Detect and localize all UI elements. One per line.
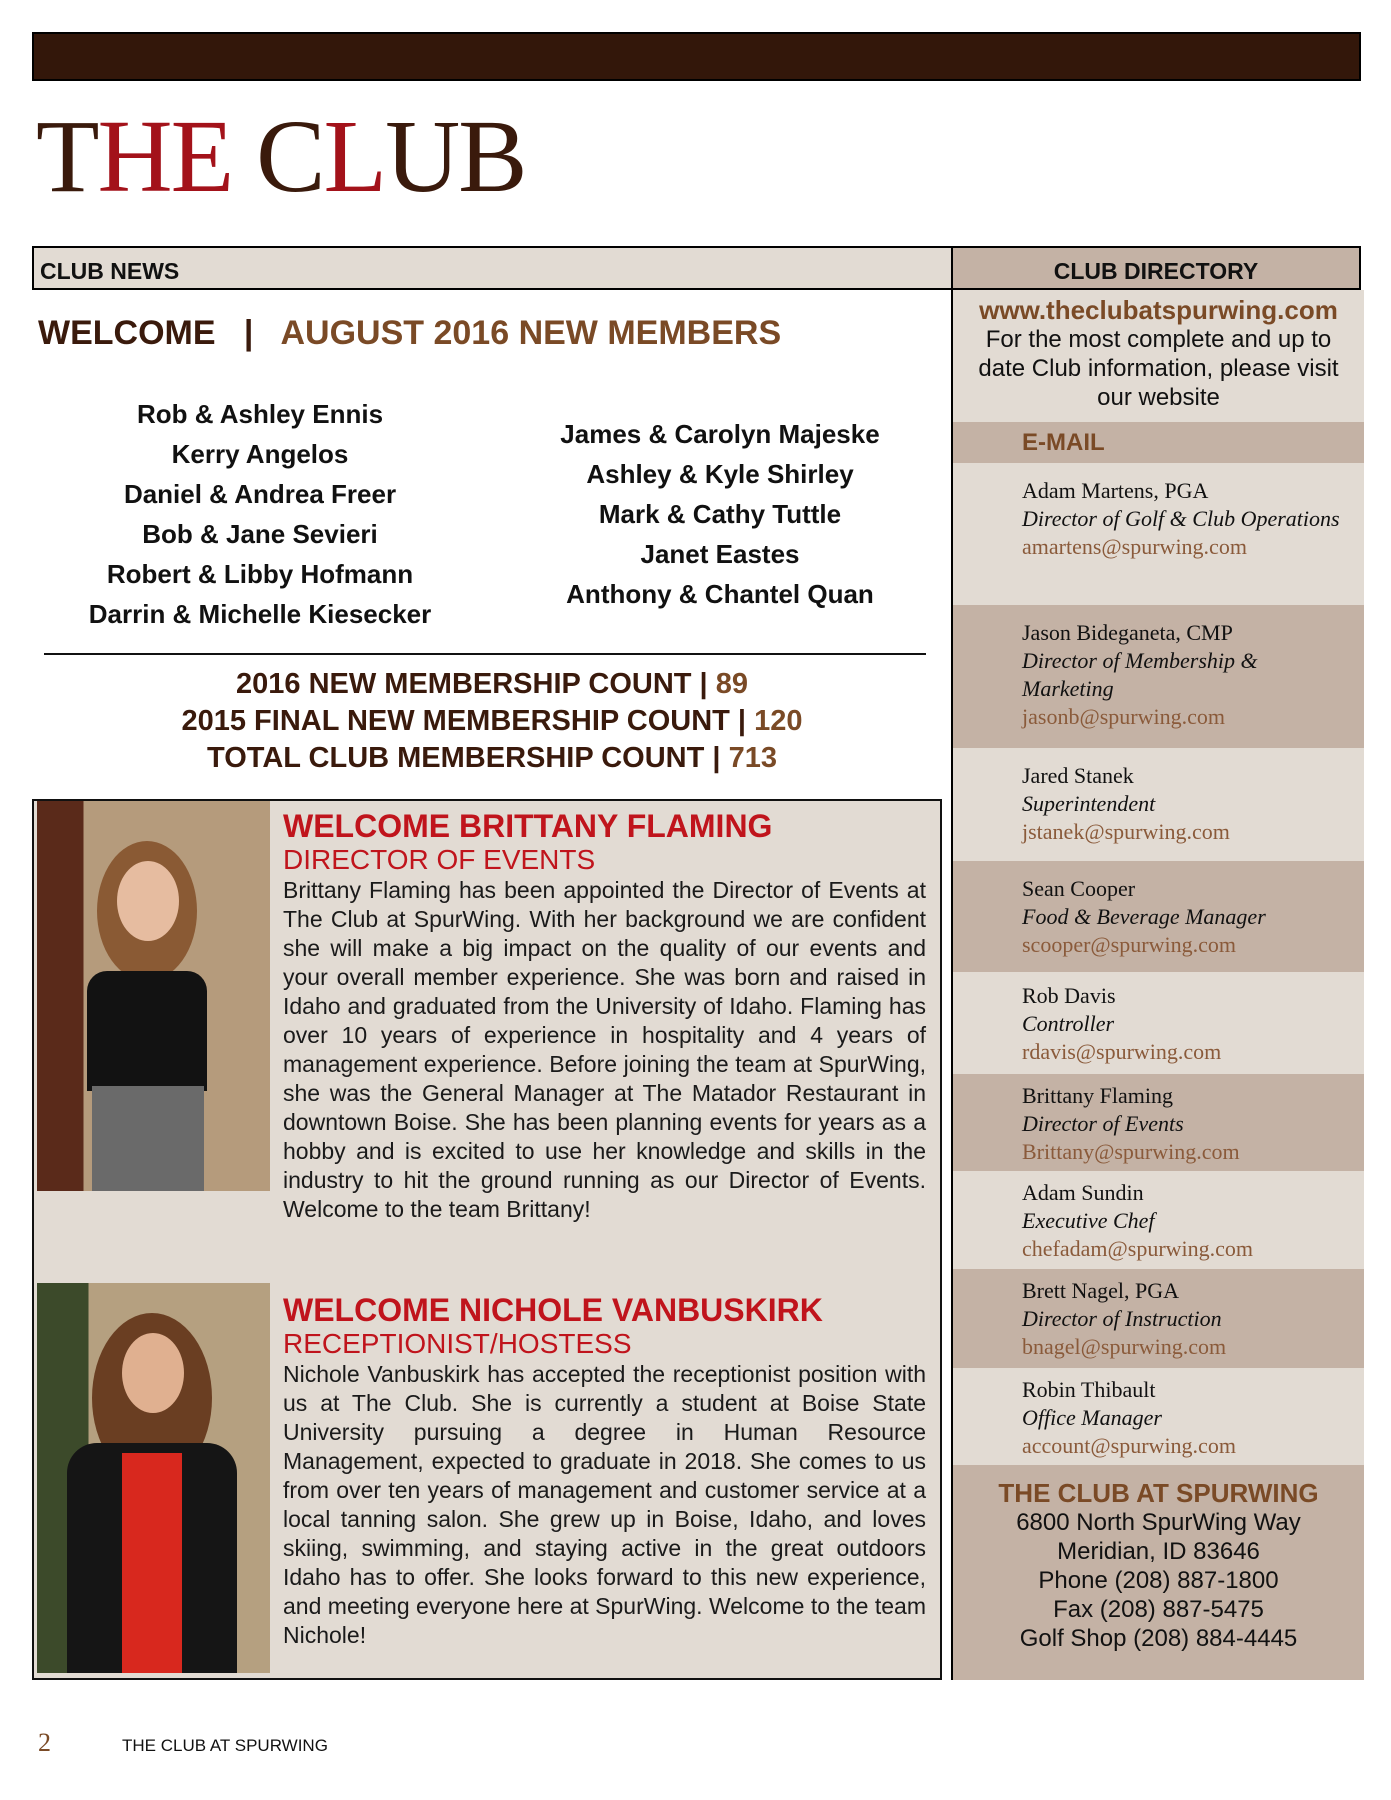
feature-heading: WELCOME BRITTANY FLAMING xyxy=(283,808,773,844)
entry-title: Office Manager xyxy=(1022,1405,1162,1430)
directory-entry xyxy=(953,1074,1364,1171)
list-item: Bob & Jane Sevieri xyxy=(142,519,378,549)
title-text: UB xyxy=(385,99,526,214)
entry-email[interactable]: jasonb@spurwing.com xyxy=(1022,704,1225,729)
count-2015 xyxy=(32,705,952,738)
count-2016 xyxy=(32,668,952,701)
list-item: Darrin & Michelle Kiesecker xyxy=(88,599,432,629)
list-item: Mark & Cathy Tuttle xyxy=(598,499,842,529)
directory-entry xyxy=(953,1368,1364,1465)
website-link[interactable]: www.theclubatspurwing.com xyxy=(979,295,1338,325)
entry-title: Director of Instruction xyxy=(1022,1306,1222,1331)
directory-entry xyxy=(953,463,1364,605)
entry-name: Rob Davis xyxy=(1022,983,1116,1008)
entry-name: Brittany Flaming xyxy=(1022,1083,1173,1108)
address-phone: Phone (208) 887-1800 xyxy=(1038,1567,1279,1594)
separator: | xyxy=(215,314,281,352)
entry-title: Director of Events xyxy=(1022,1111,1184,1136)
entry-email[interactable]: amartens@spurwing.com xyxy=(1022,534,1247,559)
entry-title: Controller xyxy=(1022,1011,1115,1036)
feature-nichole xyxy=(283,1292,926,1650)
welcome-label: WELCOME xyxy=(38,314,216,352)
club-directory-header: CLUB DIRECTORY xyxy=(951,246,1361,290)
page-title xyxy=(36,99,526,214)
directory-entry xyxy=(953,972,1364,1074)
address-city: Meridian, ID 83646 xyxy=(1057,1538,1260,1565)
entry-email[interactable]: rdavis@spurwing.com xyxy=(1022,1039,1222,1064)
address-street: 6800 North SpurWing Way xyxy=(1016,1509,1301,1536)
list-item: Anthony & Chantel Quan xyxy=(566,579,874,609)
entry-title: Superintendent xyxy=(1022,791,1156,816)
page-number: 2 xyxy=(38,1728,51,1757)
entry-name: Adam Sundin xyxy=(1022,1180,1144,1205)
list-item: Robert & Libby Hofmann xyxy=(106,559,414,589)
new-members-heading: AUGUST 2016 NEW MEMBERS xyxy=(280,314,782,352)
list-item: Rob & Ashley Ennis xyxy=(136,399,384,429)
nichole-photo xyxy=(37,1283,270,1673)
count-label: 2016 NEW MEMBERSHIP COUNT | xyxy=(236,668,716,700)
footer-text: THE CLUB AT SPURWING xyxy=(122,1736,328,1755)
entry-title: Director of Membership & Marketing xyxy=(1022,648,1258,701)
feature-body: Nichole Vanbuskirk has accepted the receptionist position with us at The Club. She is currently a student at Boise State University pursuing a degree in Human Resource Management, expected to graduate in 2018. She comes to us from over ten years of management and customer service at a local tanning salon. She grew up in Boise, Idaho, and loves skiing, swimming, and staying active in the great outdoors Idaho has to offer. She looks forward to this new experience, and meeting everyone here at SpurWing. Welcome to the team Nichole! xyxy=(283,1361,926,1648)
brittany-photo xyxy=(37,801,270,1191)
count-total xyxy=(32,742,952,775)
feature-heading: WELCOME NICHOLE VANBUSKIRK xyxy=(283,1292,823,1328)
feature-subheading: DIRECTOR OF EVENTS xyxy=(283,844,596,875)
count-value: 713 xyxy=(728,742,777,774)
header-bar xyxy=(32,32,1361,81)
entry-title: Food & Beverage Manager xyxy=(1022,904,1266,929)
address-fax: Fax (208) 887-5475 xyxy=(1053,1596,1264,1623)
title-text: C xyxy=(232,99,324,214)
website-block xyxy=(953,290,1364,422)
entry-name: Jared Stanek xyxy=(1022,763,1134,788)
entry-email[interactable]: Brittany@spurwing.com xyxy=(1022,1139,1240,1164)
entry-email[interactable]: account@spurwing.com xyxy=(1022,1433,1236,1458)
count-value: 120 xyxy=(754,705,803,737)
count-label: 2015 FINAL NEW MEMBERSHIP COUNT | xyxy=(181,705,755,737)
entry-name: Jason Bideganeta, CMP xyxy=(1022,620,1233,645)
entry-title: Executive Chef xyxy=(1022,1208,1155,1233)
entry-email[interactable]: chefadam@spurwing.com xyxy=(1022,1236,1254,1261)
entry-name: Adam Martens, PGA xyxy=(1022,478,1209,503)
feature-subheading: RECEPTIONIST/HOSTESS xyxy=(283,1328,632,1359)
address-heading: THE CLUB AT SPURWING xyxy=(998,1478,1319,1508)
divider xyxy=(44,653,926,655)
title-text: T xyxy=(36,99,98,214)
count-label: TOTAL CLUB MEMBERSHIP COUNT | xyxy=(207,742,729,774)
list-item: Janet Eastes xyxy=(640,539,800,569)
entry-name: Robin Thibault xyxy=(1022,1377,1156,1402)
count-value: 89 xyxy=(715,668,748,700)
feature-brittany xyxy=(283,808,926,1224)
members-list-left xyxy=(60,394,460,634)
entry-email[interactable]: bnagel@spurwing.com xyxy=(1022,1334,1227,1359)
entry-title: Director of Golf & Club Operations xyxy=(1022,506,1340,531)
address-golf-shop: Golf Shop (208) 884-4445 xyxy=(1019,1625,1298,1652)
directory-entry xyxy=(953,861,1364,972)
club-address xyxy=(953,1465,1364,1680)
directory-entry xyxy=(953,748,1364,861)
club-news-header: CLUB NEWS xyxy=(32,246,952,290)
title-text: L xyxy=(323,99,386,214)
list-item: Daniel & Andrea Freer xyxy=(123,479,397,509)
members-list-right xyxy=(520,414,920,614)
list-item: Kerry Angelos xyxy=(171,439,349,469)
entry-email[interactable]: jstanek@spurwing.com xyxy=(1022,819,1230,844)
directory-entry xyxy=(953,605,1364,748)
club-directory xyxy=(953,290,1364,1680)
list-item: Ashley & Kyle Shirley xyxy=(586,459,854,489)
email-section-header: E-MAIL xyxy=(953,422,1364,463)
entry-email[interactable]: scooper@spurwing.com xyxy=(1022,932,1236,957)
welcome-heading xyxy=(38,314,781,353)
entry-name: Sean Cooper xyxy=(1022,876,1136,901)
website-note: For the most complete and up to date Club information, please visit our website xyxy=(978,326,1339,411)
title-text: HE xyxy=(97,99,233,214)
feature-body: Brittany Flaming has been appointed the Director of Events at The Club at SpurWing. With her background we are confident she will make a big impact on the quality of our events and your overall member experience. She was born and raised in Idaho and graduated from the University of Idaho. Flaming has over 10 years of experience in hospitality and 4 years of management experience. Before joining the team at SpurWing, she was the General Manager at The Matador Restaurant in downtown Boise. She has been planning events for years as a hobby and is excited to use her knowledge and skills in the industry to hit the ground running as our Director of Events. Welcome to the team Brittany! xyxy=(283,877,926,1222)
directory-entry xyxy=(953,1269,1364,1368)
directory-entry xyxy=(953,1171,1364,1269)
entry-name: Brett Nagel, PGA xyxy=(1022,1278,1180,1303)
list-item: James & Carolyn Majeske xyxy=(560,419,880,449)
